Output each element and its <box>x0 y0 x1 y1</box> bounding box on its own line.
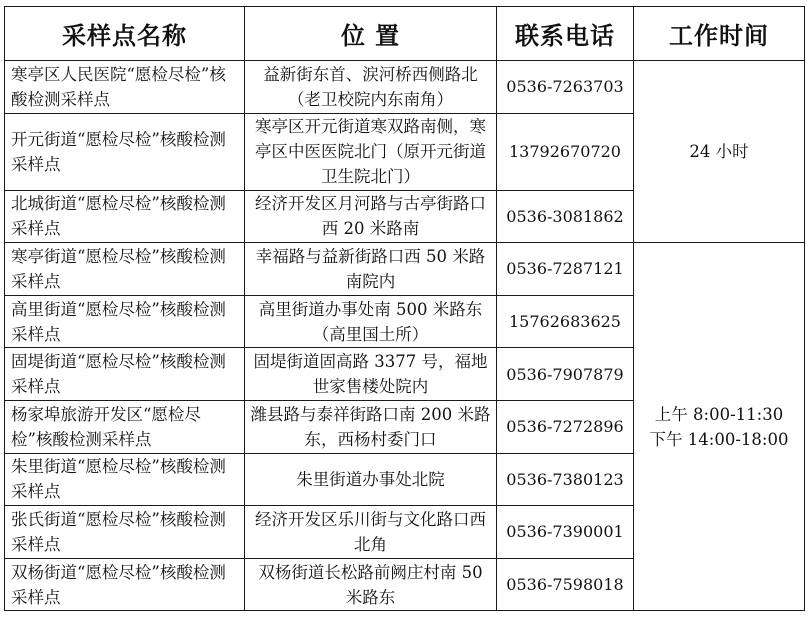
site-phone: 0536-7380123 <box>497 453 634 506</box>
site-location: 寒亭区开元街道寒双路南侧，寒亭区中医医院北门（原开元街道卫生院北门） <box>245 113 497 190</box>
site-phone: 0536-7907879 <box>497 348 634 401</box>
site-name: 寒亭区人民医院“愿检尽检”核酸检测采样点 <box>5 61 245 114</box>
site-phone: 0536-7272896 <box>497 400 634 453</box>
site-phone: 0536-7287121 <box>497 243 634 296</box>
site-name: 张氏街道“愿检尽检”核酸检测采样点 <box>5 506 245 559</box>
header-site-name: 采样点名称 <box>5 7 245 61</box>
site-name: 寒亭街道“愿检尽检”核酸检测采样点 <box>5 243 245 296</box>
site-name: 双杨街道“愿检尽检”核酸检测采样点 <box>5 558 245 611</box>
site-phone: 0536-3081862 <box>497 190 634 243</box>
table-row <box>5 243 805 296</box>
hours-morning: 上午 8:00-11:30 <box>654 404 784 424</box>
site-name: 北城街道“愿检尽检”核酸检测采样点 <box>5 190 245 243</box>
site-phone: 0536-7263703 <box>497 61 634 114</box>
site-location: 益新街东首、涙河桥西侧路北（老卫校院内东南角） <box>245 61 497 114</box>
sampling-sites-table <box>4 6 805 611</box>
site-location: 经济开发区乐川街与文化路口西北角 <box>245 506 497 559</box>
site-location: 朱里街道办事处北院 <box>245 453 497 506</box>
header-location: 位 置 <box>245 7 497 61</box>
site-location: 高里街道办事处南 500 米路东（高里国土所） <box>245 295 497 348</box>
site-phone: 0536-7598018 <box>497 558 634 611</box>
site-name: 杨家埠旅游开发区“愿检尽检”核酸检测采样点 <box>5 400 245 453</box>
table-row <box>5 61 805 114</box>
site-phone: 15762683625 <box>497 295 634 348</box>
header-phone: 联系电话 <box>497 7 634 61</box>
hours-group-1: 24 小时 <box>634 61 805 243</box>
header-hours: 工作时间 <box>634 7 805 61</box>
site-name: 固堤街道“愿检尽检”核酸检测采样点 <box>5 348 245 401</box>
hours-afternoon: 下午 14:00-18:00 <box>649 429 789 449</box>
site-name: 朱里街道“愿检尽检”核酸检测采样点 <box>5 453 245 506</box>
header-row <box>5 7 805 61</box>
site-phone: 0536-7390001 <box>497 506 634 559</box>
site-phone: 13792670720 <box>497 113 634 190</box>
site-location: 潍县路与泰祥街路口南 200 米路东，西杨村委门口 <box>245 400 497 453</box>
site-location: 固堤街道固高路 3377 号，福地世家售楼处院内 <box>245 348 497 401</box>
site-location: 幸福路与益新街路口西 50 米路南院内 <box>245 243 497 296</box>
site-name: 高里街道“愿检尽检”核酸检测采样点 <box>5 295 245 348</box>
site-name: 开元街道“愿检尽检”核酸检测采样点 <box>5 113 245 190</box>
site-location: 经济开发区月河路与古亭街路口西 20 米路南 <box>245 190 497 243</box>
hours-group-2 <box>634 243 805 611</box>
site-location: 双杨街道长松路前阙庄村南 50 米路东 <box>245 558 497 611</box>
